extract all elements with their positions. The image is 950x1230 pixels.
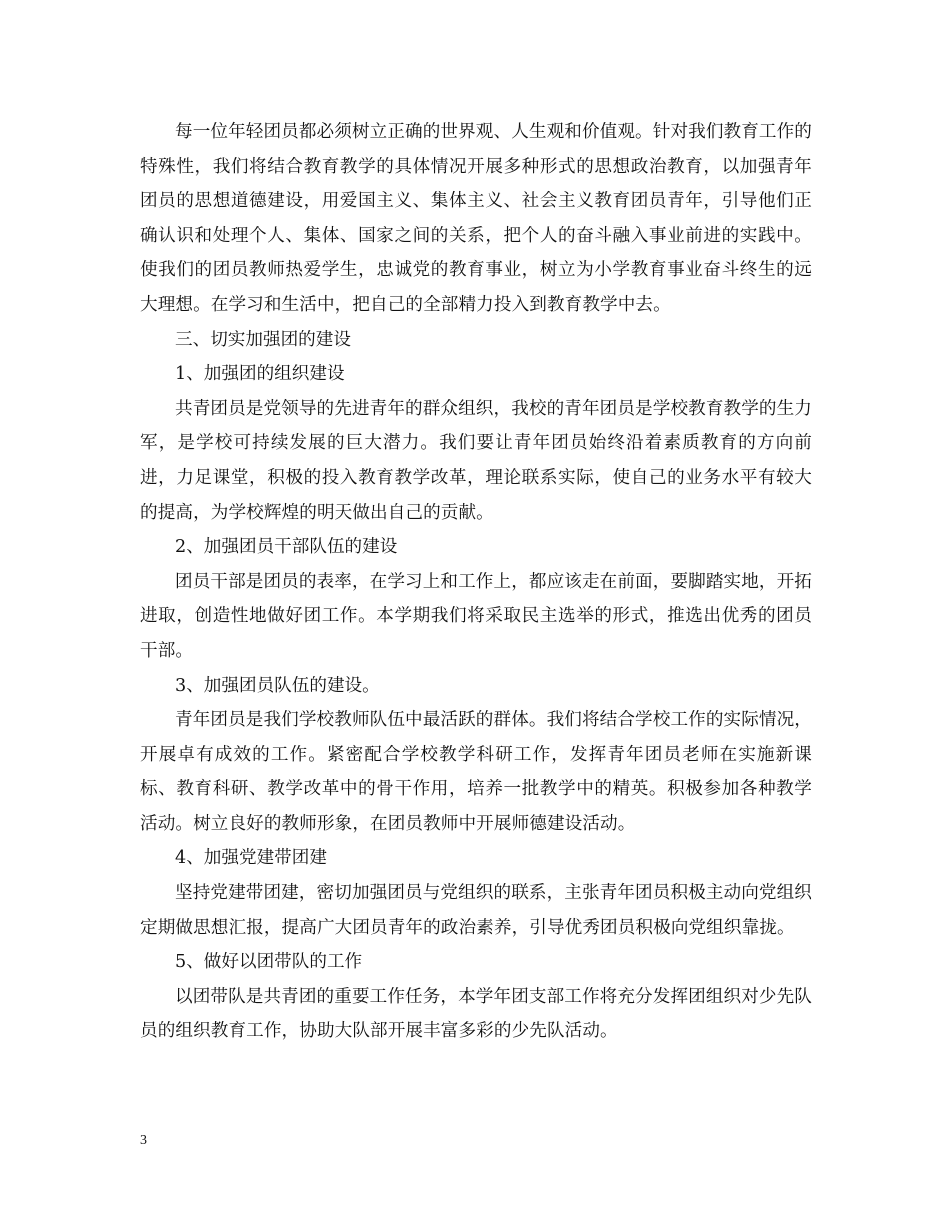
paragraph-cadre-team: 团员干部是团员的表率，在学习上和工作上，都应该走在前面，要脚踏实地，开拓进取，创造性地做好团工作。本学期我们将采取民主选举的形式，推选出优秀的团员干部。 xyxy=(140,571,812,661)
section-heading-strengthen-league: 三、切实加强团的建设 xyxy=(175,329,351,350)
page-number: 3 xyxy=(140,1133,147,1148)
subheading-member-team: 3、加强团员队伍的建设。 xyxy=(175,675,380,696)
paragraph-party-building: 坚持党建带团建，密切加强团员与党组织的联系，主张青年团员积极主动向党组织定期做思想汇报，提高广大团员青年的政治素养，引导优秀团员积极向党组织靠拢。 xyxy=(140,883,812,938)
subheading-cadre-team: 2、加强团员干部队伍的建设 xyxy=(175,537,398,558)
subheading-young-pioneers: 5、做好以团带队的工作 xyxy=(175,952,363,973)
paragraph-ideology-education: 每一位年轻团员都必须树立正确的世界观、人生观和价值观。针对我们教育工作的特殊性，我们将结合教育教学的具体情况开展多种形式的思想政治教育，以加强青年团员的思想道德建设，用爱国主义、集体主义、社会主义教育团员青年，引导他们正确认识和处理个人、集体、国家之间的关系，把个人的奋斗融入事业前进的实践中。使我们的团员教师热爱学生，忠诚党的教育事业，树立为小学教育事业奋斗终生的远大理想。在学习和生活中，把自己的全部精力投入到教育教学中去。 xyxy=(140,122,812,315)
paragraph-member-team: 青年团员是我们学校教师队伍中最活跃的群体。我们将结合学校工作的实际情况，开展卓有成效的工作。紧密配合学校教学科研工作，发挥青年团员老师在实施新课标、教育科研、教学改革中的骨干作用，培养一批教学中的精英。积极参加各种教学活动。树立良好的教师形象，在团员教师中开展师德建设活动。 xyxy=(140,710,812,834)
subheading-organization-building: 1、加强团的组织建设 xyxy=(175,364,345,385)
subheading-party-building: 4、加强党建带团建 xyxy=(175,848,327,869)
document-body xyxy=(140,115,812,1049)
paragraph-young-pioneers: 以团带队是共青团的重要工作任务，本学年团支部工作将充分发挥团组织对少先队员的组织教育工作，协助大队部开展丰富多彩的少先队活动。 xyxy=(140,986,812,1042)
paragraph-organization-building: 共青团员是党领导的先进青年的群众组织，我校的青年团员是学校教育教学的生力军，是学校可持续发展的巨大潜力。我们要让青年团员始终沿着素质教育的方向前进，力足课堂，积极的投入教育教学改革，理论联系实际，使自己的业务水平有较大的提高，为学校辉煌的明天做出自己的贡献。 xyxy=(140,398,812,523)
